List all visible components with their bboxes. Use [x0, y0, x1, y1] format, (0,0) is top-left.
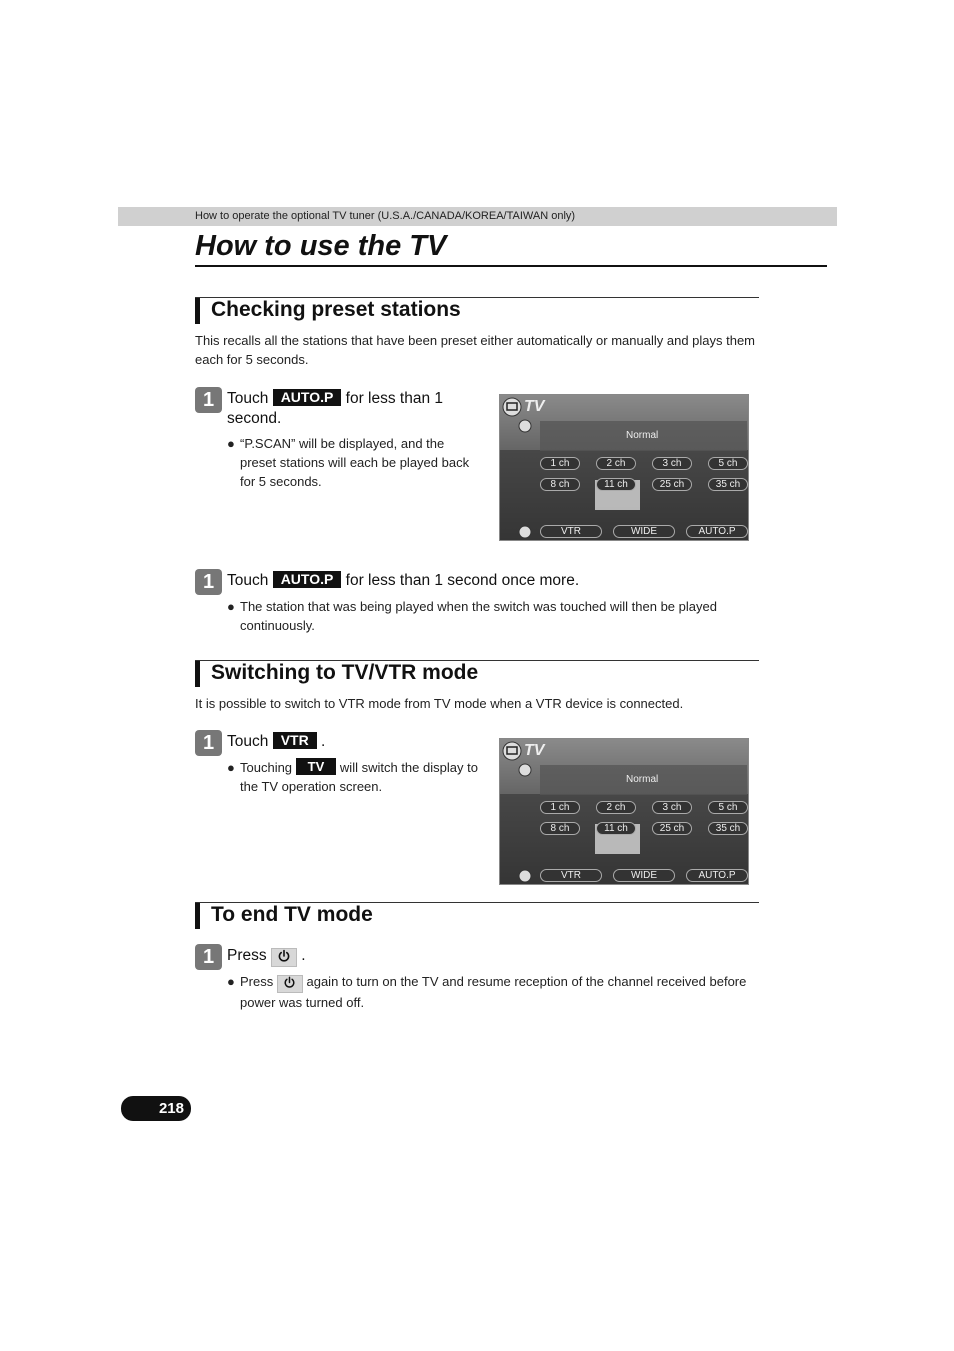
wide-button[interactable]: WIDE [613, 869, 675, 882]
section-title-checking: Checking preset stations [211, 298, 461, 321]
tv-logo: TV [524, 742, 545, 759]
mode-label: Normal [626, 430, 659, 441]
section-marker [195, 903, 200, 929]
power-icon [277, 949, 291, 963]
step-number: 1 [195, 387, 222, 413]
step-instruction: Touch AUTO.P for less than 1 second. [227, 389, 443, 427]
step-note: ● Press again to turn on the TV and resume reception of the channel received before power was turned off. [227, 974, 747, 1010]
channel-button[interactable]: 2 ch [596, 457, 636, 470]
channel-button[interactable]: 1 ch [540, 801, 580, 814]
section-title-end-tv: To end TV mode [211, 903, 373, 926]
channel-button[interactable]: 1 ch [540, 457, 580, 470]
step-instruction: Touch AUTO.P for less than 1 second once more. [227, 571, 580, 589]
channel-button[interactable]: 35 ch [708, 822, 748, 835]
section-intro: It is possible to switch to VTR mode from TV mode when a VTR device is connected. [195, 696, 684, 711]
step-number: 1 [195, 569, 222, 595]
tv-button[interactable]: TV [296, 758, 337, 775]
tv-screen-preview [499, 394, 749, 541]
step-instruction: Touch VTR . [227, 732, 326, 750]
step-note: ● The station that was being played when the switch was touched will then be played continuously. [227, 599, 717, 633]
step-note: ● Touching TV will switch the display to the TV operation screen. [227, 759, 478, 794]
auto-p-button[interactable]: AUTO.P [273, 389, 342, 406]
channel-button[interactable]: 5 ch [708, 801, 748, 814]
section-intro: This recalls all the stations that have been preset either automatically or manually and plays them each for 5 seconds. [195, 333, 756, 367]
auto-p-screen-button[interactable]: AUTO.P [686, 525, 748, 538]
tv-logo: TV [524, 398, 545, 415]
channel-button[interactable]: 8 ch [540, 822, 580, 835]
section-title-switching: Switching to TV/VTR mode [211, 661, 479, 684]
channel-button[interactable]: 25 ch [652, 822, 692, 835]
page-title: How to use the TV [195, 230, 447, 262]
auto-p-screen-button[interactable]: AUTO.P [686, 869, 748, 882]
step-instruction: Press . [227, 946, 477, 967]
power-icon [283, 976, 296, 989]
section-marker [195, 298, 200, 324]
step-number: 1 [195, 730, 222, 756]
auto-p-button[interactable]: AUTO.P [273, 571, 342, 588]
channel-button[interactable]: 11 ch [596, 822, 636, 835]
vtr-button[interactable]: VTR [273, 732, 317, 749]
step-number: 1 [195, 944, 222, 970]
vtr-button[interactable]: VTR [540, 869, 602, 882]
running-header: How to operate the optional TV tuner (U.S.A./CANADA/KOREA/TAIWAN only) [195, 210, 576, 222]
mode-label: Normal [626, 774, 659, 785]
vtr-button[interactable]: VTR [540, 525, 602, 538]
channel-button[interactable]: 11 ch [596, 478, 636, 491]
section-marker [195, 661, 200, 687]
channel-button[interactable]: 8 ch [540, 478, 580, 491]
power-button[interactable] [271, 948, 297, 967]
title-divider [195, 265, 827, 267]
channel-button[interactable]: 25 ch [652, 478, 692, 491]
power-button[interactable] [277, 975, 303, 993]
channel-button[interactable]: 3 ch [652, 457, 692, 470]
step-note: ● “P.SCAN” will be displayed, and the preset stations will each be played back for 5 seconds. [227, 436, 470, 489]
channel-button[interactable]: 5 ch [708, 457, 748, 470]
wide-button[interactable]: WIDE [613, 525, 675, 538]
channel-button[interactable]: 2 ch [596, 801, 636, 814]
tv-screen-preview [499, 738, 749, 885]
page-number: 218 [121, 1096, 191, 1121]
channel-button[interactable]: 3 ch [652, 801, 692, 814]
channel-button[interactable]: 35 ch [708, 478, 748, 491]
